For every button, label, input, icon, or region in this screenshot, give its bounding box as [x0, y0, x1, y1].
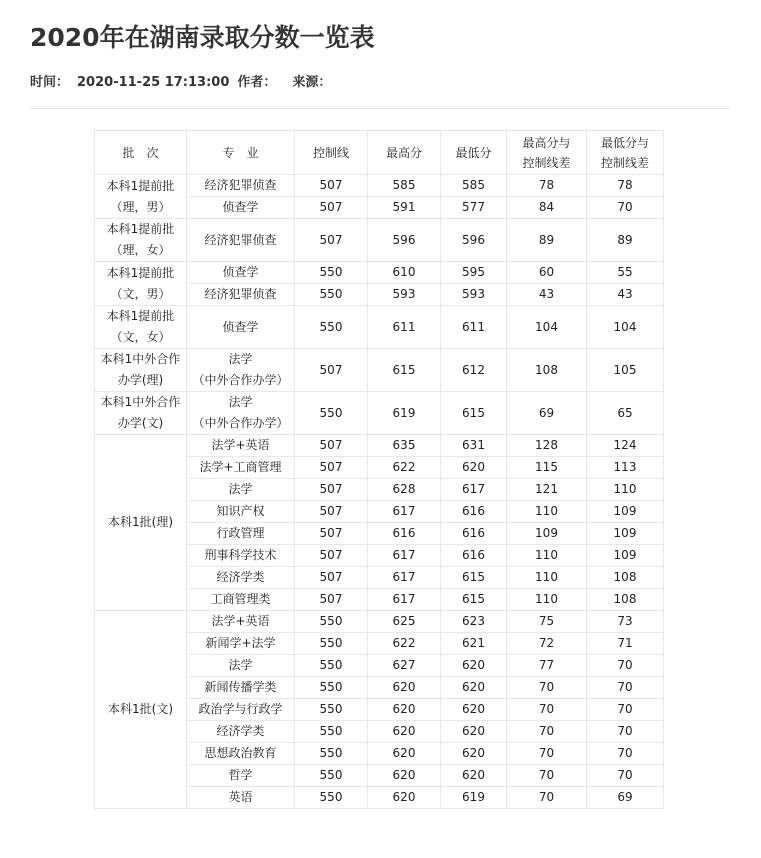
min-diff-cell: 109 — [587, 545, 664, 567]
min-diff-cell: 104 — [587, 306, 664, 349]
time-label: 时间： — [30, 75, 70, 90]
admission-scores-table — [94, 130, 664, 809]
min-diff-cell: 108 — [587, 589, 664, 611]
major-cell: 新闻传播学类 — [187, 677, 295, 699]
control-line-cell: 550 — [295, 611, 368, 633]
control-line-cell: 507 — [295, 479, 368, 501]
control-line-cell: 507 — [295, 545, 368, 567]
max-diff-cell: 43 — [507, 284, 587, 306]
major-cell: 经济学类 — [187, 567, 295, 589]
max-score-cell: 591 — [368, 197, 441, 219]
control-line-cell: 507 — [295, 523, 368, 545]
min-score-cell: 585 — [441, 175, 507, 197]
major-cell: 法学 （中外合作办学） — [187, 392, 295, 435]
control-line-cell: 550 — [295, 765, 368, 787]
min-score-cell: 595 — [441, 262, 507, 284]
major-cell: 知识产权 — [187, 501, 295, 523]
major-cell: 行政管理 — [187, 523, 295, 545]
min-diff-cell: 55 — [587, 262, 664, 284]
min-score-cell: 612 — [441, 349, 507, 392]
min-diff-cell: 69 — [587, 787, 664, 809]
max-score-cell: 620 — [368, 765, 441, 787]
min-score-cell: 611 — [441, 306, 507, 349]
max-diff-cell: 121 — [507, 479, 587, 501]
major-cell: 政治学与行政学 — [187, 699, 295, 721]
major-cell: 经济犯罪侦查 — [187, 219, 295, 262]
min-score-cell: 623 — [441, 611, 507, 633]
min-diff-cell: 70 — [587, 677, 664, 699]
table-row — [95, 306, 664, 349]
min-score-cell: 616 — [441, 523, 507, 545]
control-line-cell: 550 — [295, 743, 368, 765]
max-score-cell: 611 — [368, 306, 441, 349]
major-cell: 法学+英语 — [187, 435, 295, 457]
max-diff-cell: 109 — [507, 523, 587, 545]
table-row — [95, 435, 664, 457]
min-diff-cell: 70 — [587, 743, 664, 765]
max-score-cell: 617 — [368, 501, 441, 523]
min-score-cell: 577 — [441, 197, 507, 219]
major-cell: 英语 — [187, 787, 295, 809]
min-score-cell: 593 — [441, 284, 507, 306]
control-line-cell: 507 — [295, 567, 368, 589]
max-score-cell: 616 — [368, 523, 441, 545]
min-score-cell: 621 — [441, 633, 507, 655]
control-line-cell: 550 — [295, 655, 368, 677]
max-score-cell: 620 — [368, 699, 441, 721]
max-score-cell: 622 — [368, 633, 441, 655]
max-score-cell: 615 — [368, 349, 441, 392]
min-diff-cell: 109 — [587, 523, 664, 545]
max-score-cell: 635 — [368, 435, 441, 457]
major-cell: 法学+英语 — [187, 611, 295, 633]
max-score-cell: 617 — [368, 589, 441, 611]
major-cell: 经济犯罪侦查 — [187, 284, 295, 306]
major-cell: 哲学 — [187, 765, 295, 787]
major-cell: 法学 — [187, 655, 295, 677]
min-score-cell: 617 — [441, 479, 507, 501]
page-title: 2020年在湖南录取分数一览表 — [30, 23, 375, 52]
batch-cell: 本科1提前批 （文，男） — [95, 262, 187, 306]
table-row — [95, 611, 664, 633]
max-score-cell: 620 — [368, 787, 441, 809]
control-line-cell: 507 — [295, 457, 368, 479]
min-score-cell: 620 — [441, 721, 507, 743]
max-diff-cell: 70 — [507, 721, 587, 743]
table-row — [95, 392, 664, 435]
max-diff-cell: 60 — [507, 262, 587, 284]
table-row — [95, 262, 664, 284]
batch-cell: 本科1中外合作 办学(理) — [95, 349, 187, 392]
max-diff-cell: 89 — [507, 219, 587, 262]
control-line-cell: 550 — [295, 306, 368, 349]
max-diff-cell: 128 — [507, 435, 587, 457]
table-header-row — [95, 131, 664, 175]
control-line-cell: 550 — [295, 392, 368, 435]
min-score-cell: 620 — [441, 743, 507, 765]
header-divider — [30, 108, 730, 109]
header-max-diff: 最高分与 控制线差 — [507, 131, 587, 175]
control-line-cell: 550 — [295, 633, 368, 655]
table-row — [95, 219, 664, 262]
article-meta — [30, 71, 347, 90]
max-score-cell: 620 — [368, 743, 441, 765]
min-score-cell: 615 — [441, 589, 507, 611]
max-diff-cell: 104 — [507, 306, 587, 349]
table-row — [95, 175, 664, 197]
min-diff-cell: 124 — [587, 435, 664, 457]
max-score-cell: 610 — [368, 262, 441, 284]
max-score-cell: 596 — [368, 219, 441, 262]
min-score-cell: 620 — [441, 699, 507, 721]
max-diff-cell: 70 — [507, 743, 587, 765]
major-cell: 法学 — [187, 479, 295, 501]
control-line-cell: 550 — [295, 677, 368, 699]
header-min-score: 最低分 — [441, 131, 507, 175]
min-diff-cell: 70 — [587, 765, 664, 787]
major-cell: 工商管理类 — [187, 589, 295, 611]
min-score-cell: 616 — [441, 501, 507, 523]
author-label: 作者： — [237, 75, 277, 90]
control-line-cell: 507 — [295, 175, 368, 197]
max-score-cell: 585 — [368, 175, 441, 197]
max-diff-cell: 110 — [507, 501, 587, 523]
min-diff-cell: 65 — [587, 392, 664, 435]
min-score-cell: 620 — [441, 677, 507, 699]
major-cell: 侦查学 — [187, 262, 295, 284]
major-cell: 侦查学 — [187, 306, 295, 349]
control-line-cell: 507 — [295, 501, 368, 523]
max-diff-cell: 70 — [507, 677, 587, 699]
min-score-cell: 616 — [441, 545, 507, 567]
max-score-cell: 628 — [368, 479, 441, 501]
max-diff-cell: 72 — [507, 633, 587, 655]
min-score-cell: 620 — [441, 765, 507, 787]
max-diff-cell: 78 — [507, 175, 587, 197]
max-diff-cell: 110 — [507, 545, 587, 567]
min-diff-cell: 113 — [587, 457, 664, 479]
max-score-cell: 625 — [368, 611, 441, 633]
control-line-cell: 507 — [295, 197, 368, 219]
min-score-cell: 619 — [441, 787, 507, 809]
max-diff-cell: 110 — [507, 589, 587, 611]
max-diff-cell: 70 — [507, 699, 587, 721]
max-score-cell: 617 — [368, 567, 441, 589]
control-line-cell: 550 — [295, 262, 368, 284]
time-value: 2020-11-25 17:13:00 — [77, 75, 230, 90]
max-diff-cell: 84 — [507, 197, 587, 219]
table-body — [95, 175, 664, 809]
control-line-cell: 550 — [295, 721, 368, 743]
control-line-cell: 507 — [295, 349, 368, 392]
major-cell: 思想政治教育 — [187, 743, 295, 765]
batch-cell: 本科1中外合作 办学(文) — [95, 392, 187, 435]
source-label: 来源： — [292, 75, 332, 90]
header-control-line: 控制线 — [295, 131, 368, 175]
control-line-cell: 507 — [295, 219, 368, 262]
max-score-cell: 620 — [368, 721, 441, 743]
major-cell: 经济犯罪侦查 — [187, 175, 295, 197]
min-diff-cell: 70 — [587, 655, 664, 677]
min-score-cell: 596 — [441, 219, 507, 262]
max-diff-cell: 70 — [507, 765, 587, 787]
min-diff-cell: 70 — [587, 197, 664, 219]
batch-cell: 本科1提前批 （文，女） — [95, 306, 187, 349]
min-diff-cell: 70 — [587, 721, 664, 743]
batch-cell: 本科1提前批 （理，男） — [95, 175, 187, 219]
min-diff-cell: 105 — [587, 349, 664, 392]
header-major: 专 业 — [187, 131, 295, 175]
max-score-cell: 619 — [368, 392, 441, 435]
min-diff-cell: 110 — [587, 479, 664, 501]
max-diff-cell: 75 — [507, 611, 587, 633]
min-score-cell: 615 — [441, 567, 507, 589]
min-diff-cell: 108 — [587, 567, 664, 589]
min-score-cell: 631 — [441, 435, 507, 457]
min-diff-cell: 78 — [587, 175, 664, 197]
control-line-cell: 550 — [295, 284, 368, 306]
table-row — [95, 349, 664, 392]
major-cell: 侦查学 — [187, 197, 295, 219]
major-cell: 法学+工商管理 — [187, 457, 295, 479]
max-score-cell: 593 — [368, 284, 441, 306]
batch-cell: 本科1批(理) — [95, 435, 187, 611]
min-score-cell: 615 — [441, 392, 507, 435]
max-diff-cell: 115 — [507, 457, 587, 479]
max-score-cell: 622 — [368, 457, 441, 479]
max-diff-cell: 108 — [507, 349, 587, 392]
header-batch: 批 次 — [95, 131, 187, 175]
header-max-score: 最高分 — [368, 131, 441, 175]
max-diff-cell: 77 — [507, 655, 587, 677]
control-line-cell: 550 — [295, 787, 368, 809]
max-score-cell: 627 — [368, 655, 441, 677]
major-cell: 新闻学+法学 — [187, 633, 295, 655]
batch-cell: 本科1提前批 （理，女） — [95, 219, 187, 262]
max-score-cell: 620 — [368, 677, 441, 699]
min-diff-cell: 89 — [587, 219, 664, 262]
max-diff-cell: 69 — [507, 392, 587, 435]
max-diff-cell: 70 — [507, 787, 587, 809]
min-score-cell: 620 — [441, 457, 507, 479]
control-line-cell: 550 — [295, 699, 368, 721]
min-diff-cell: 73 — [587, 611, 664, 633]
control-line-cell: 507 — [295, 589, 368, 611]
min-diff-cell: 109 — [587, 501, 664, 523]
max-score-cell: 617 — [368, 545, 441, 567]
control-line-cell: 507 — [295, 435, 368, 457]
min-diff-cell: 43 — [587, 284, 664, 306]
min-score-cell: 620 — [441, 655, 507, 677]
min-diff-cell: 71 — [587, 633, 664, 655]
header-min-diff: 最低分与 控制线差 — [587, 131, 664, 175]
batch-cell: 本科1批(文) — [95, 611, 187, 809]
major-cell: 刑事科学技术 — [187, 545, 295, 567]
major-cell: 法学 （中外合作办学） — [187, 349, 295, 392]
major-cell: 经济学类 — [187, 721, 295, 743]
min-diff-cell: 70 — [587, 699, 664, 721]
max-diff-cell: 110 — [507, 567, 587, 589]
